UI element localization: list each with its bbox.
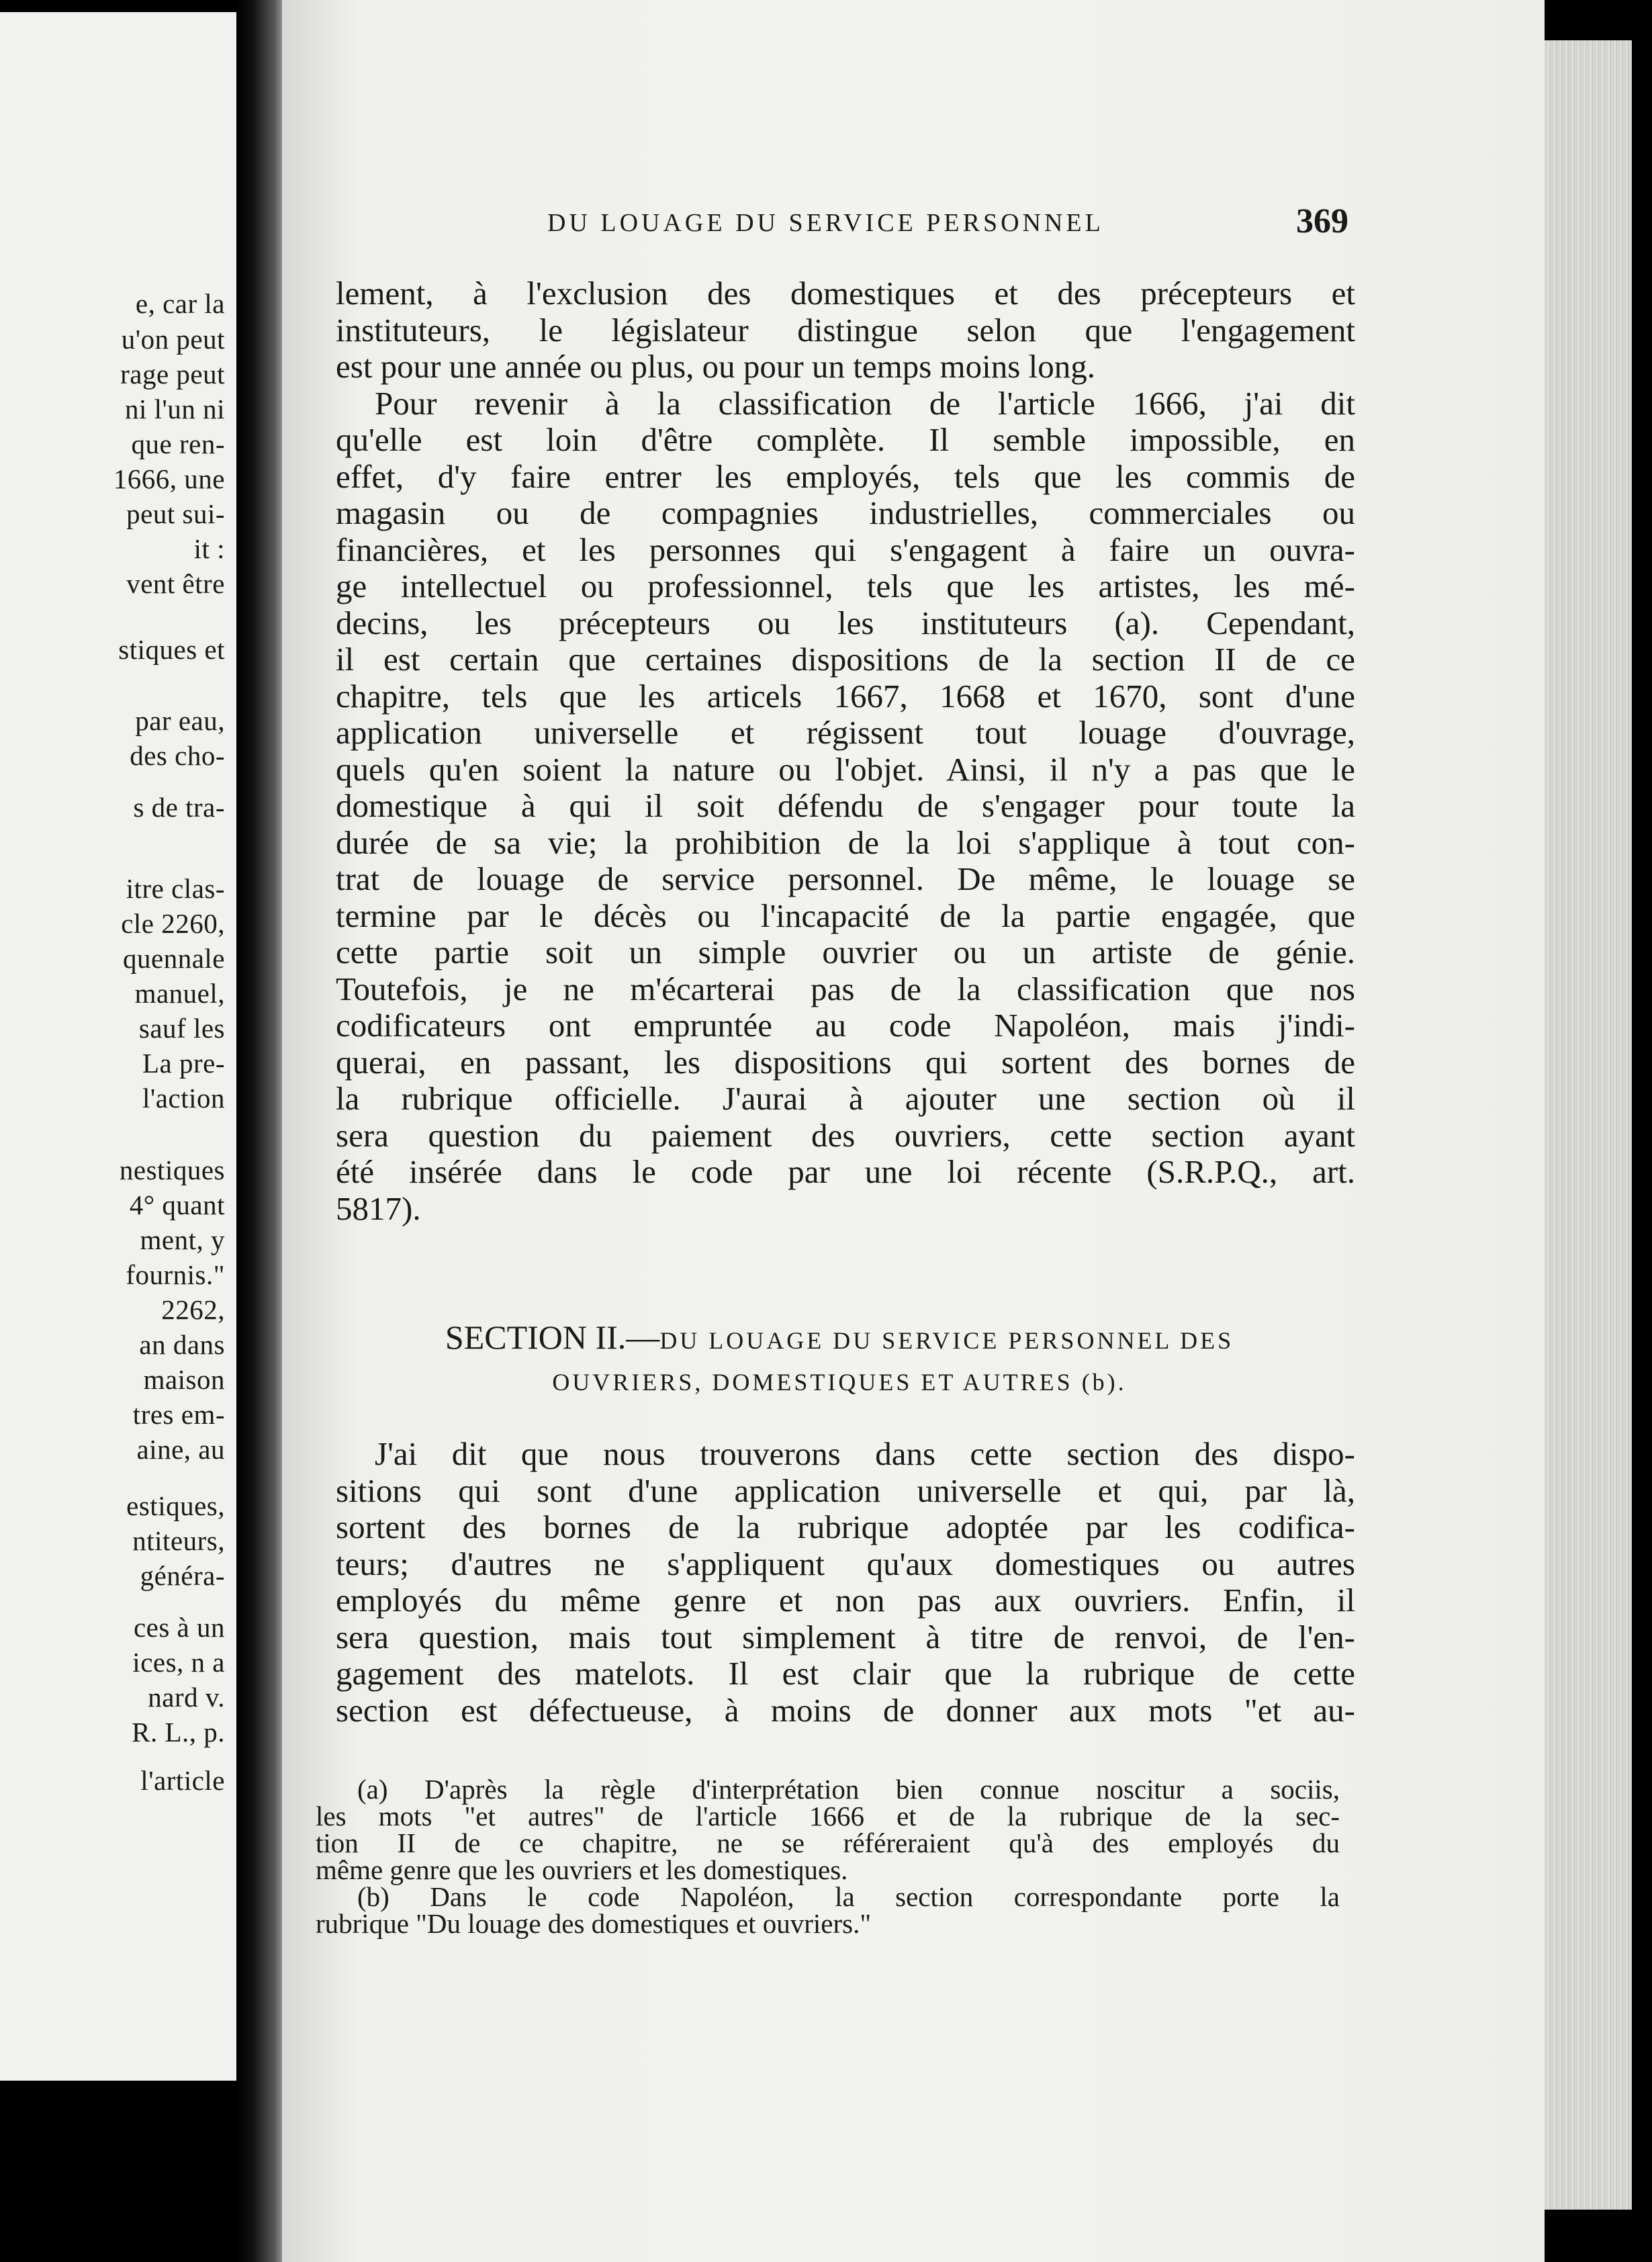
text-line: domestique à qui il soit défendu de s'engager pour toute la xyxy=(336,787,1355,824)
left-page-line: it : xyxy=(193,533,225,564)
text-line: effet, d'y faire entrer les employés, tels que les commis de xyxy=(336,457,1355,495)
left-page-line: généra- xyxy=(140,1560,225,1591)
section-number: SECTION II.— xyxy=(445,1318,660,1356)
text-line: Pour revenir à la classification de l'article 1666, j'ai dit xyxy=(375,384,1355,422)
left-page-line: nestiques xyxy=(119,1155,225,1185)
left-page-line: aine, au xyxy=(136,1434,225,1465)
text-line: termine par le décès ou l'incapacité de la partie engagée, que xyxy=(336,897,1355,934)
left-page-line: 4° quant xyxy=(129,1189,225,1220)
footnote-line: (b) Dans le code Napoléon, la section correspondante porte la xyxy=(357,1881,1340,1912)
footnote-line: les mots "et autres" de l'article 1666 et de la rubrique de la sec- xyxy=(316,1801,1340,1831)
text-line: sitions qui sont d'une application universelle et qui, par là, xyxy=(336,1472,1355,1509)
text-line: section est défectueuse, à moins de donner aux mots "et au- xyxy=(336,1691,1355,1729)
left-page-line: manuel, xyxy=(134,978,225,1009)
text-line: il est certain que certaines dispositions de la section II de ce xyxy=(336,641,1355,678)
footnote-line: rubrique "Du louage des domestiques et ouvriers." xyxy=(316,1908,872,1939)
page-edge-shadow xyxy=(1632,0,1652,2262)
text-line: instituteurs, le législateur distingue selon que l'engagement xyxy=(336,311,1355,349)
text-line: decins, les précepteurs ou les instituteurs (a). Cependant, xyxy=(336,604,1355,641)
left-page-line: La pre- xyxy=(142,1048,225,1079)
text-line: sortent des bornes de la rubrique adoptée par les codifica- xyxy=(336,1508,1355,1545)
text-line: lement, à l'exclusion des domestiques et des précepteurs et xyxy=(336,275,1355,312)
left-page-line: des cho- xyxy=(130,740,225,771)
left-page-line: ni l'un ni xyxy=(124,394,225,424)
text-line: ge intellectuel ou professionnel, tels que les artistes, les mé- xyxy=(336,568,1355,604)
text-line: Toutefois, je ne m'écarterai pas de la classification que nos xyxy=(336,970,1355,1007)
left-page-line: itre clas- xyxy=(126,873,225,904)
page-edges xyxy=(1545,40,1632,2210)
left-page-line: stiques et xyxy=(118,634,225,665)
left-page-line: que ren- xyxy=(131,428,225,459)
section-heading xyxy=(363,1316,1316,1403)
left-page-line: l'action xyxy=(142,1083,225,1114)
text-line: teurs; d'autres ne s'appliquent qu'aux domestiques ou autres xyxy=(336,1545,1355,1582)
left-page-line: peut sui- xyxy=(126,498,225,529)
body-text-bottom xyxy=(336,1436,1355,1729)
footnotes xyxy=(316,1776,1340,1937)
section-title-line2: OUVRIERS, DOMESTIQUES ET AUTRES (b). xyxy=(552,1369,1127,1396)
left-page-line: cle 2260, xyxy=(121,908,225,939)
section-title-line1: DU LOUAGE DU SERVICE PERSONNEL DES xyxy=(659,1327,1234,1354)
text-line: quels qu'en soient la nature ou l'objet. Ainsi, il n'y a pas que le xyxy=(336,750,1355,788)
text-line: est pour une année ou plus, ou pour un temps moins long. xyxy=(336,348,1095,385)
text-line: chapitre, tels que les articels 1667, 1668 et 1670, sont d'une xyxy=(336,677,1355,715)
page-number: 369 xyxy=(1296,202,1348,240)
left-page-line: ntiteurs, xyxy=(132,1525,225,1556)
left-page-line: l'article xyxy=(140,1765,225,1796)
left-page-line: estiques, xyxy=(126,1490,225,1521)
left-page-line: nard v. xyxy=(148,1682,225,1713)
left-page-line: quennale xyxy=(123,943,225,974)
text-line: financières, et les personnes qui s'engagent à faire un ouvra- xyxy=(336,531,1355,568)
text-line: qu'elle est loin d'être complète. Il semble impossible, en xyxy=(336,421,1355,458)
text-line: querai, en passant, les dispositions qui sortent des bornes de xyxy=(336,1043,1355,1081)
text-line: J'ai dit que nous trouverons dans cette section des dispo- xyxy=(375,1435,1355,1472)
text-line: été insérée dans le code par une loi récente (S.R.P.Q., art. xyxy=(336,1153,1355,1190)
text-line: codificateurs ont empruntée au code Napoléon, mais j'indi- xyxy=(336,1007,1355,1044)
left-page-line: ment, y xyxy=(140,1224,225,1255)
text-line: durée de sa vie; la prohibition de la loi s'applique à tout con- xyxy=(336,823,1355,861)
left-page-line: u'on peut xyxy=(121,324,225,355)
left-page-line: ices, n a xyxy=(132,1647,225,1678)
left-page-line: maison xyxy=(143,1364,225,1395)
left-page-line: ces à un xyxy=(133,1612,225,1643)
text-line: application universelle et régissent tout louage d'ouvrage, xyxy=(336,714,1355,751)
left-page-line: sauf les xyxy=(138,1013,225,1044)
left-page-line: s de tra- xyxy=(133,792,225,823)
text-line: cette partie soit un simple ouvrier ou un artiste de génie. xyxy=(336,934,1355,970)
body-text-top xyxy=(336,275,1355,1227)
text-line: 5817). xyxy=(336,1189,421,1227)
left-page-line: 2262, xyxy=(161,1294,225,1325)
text-line: magasin ou de compagnies industrielles, commerciales ou xyxy=(336,494,1355,531)
facing-left-page xyxy=(0,12,236,2081)
left-page-line: an dans xyxy=(139,1329,225,1360)
footnote-line: (a) D'après la règle d'interprétation bien connue noscitur a sociis, xyxy=(357,1774,1340,1805)
footnote-line: même genre que les ouvriers et les domestiques. xyxy=(316,1854,848,1885)
text-line: gagement des matelots. Il est clair que la rubrique de cette xyxy=(336,1655,1355,1692)
text-line: sera question, mais tout simplement à titre de renvoi, de l'en- xyxy=(336,1618,1355,1656)
left-page-line: par eau, xyxy=(135,705,225,736)
text-line: employés du même genre et non pas aux ouvriers. Enfin, il xyxy=(336,1582,1355,1619)
running-head: DU LOUAGE DU SERVICE PERSONNEL xyxy=(547,209,1104,237)
left-page-line: e, car la xyxy=(135,288,225,319)
left-page-line: vent être xyxy=(126,568,225,599)
text-line: sera question du paiement des ouvriers, cette section ayant xyxy=(336,1116,1355,1154)
left-page-line: 1666, une xyxy=(113,463,225,494)
text-line: la rubrique officielle. J'aurai à ajouter une section où il xyxy=(336,1080,1355,1117)
left-page-line: rage peut xyxy=(120,359,225,390)
left-page-line: fournis." xyxy=(126,1259,225,1290)
footnote-line: tion II de ce chapitre, ne se référeraient qu'à des employés du xyxy=(316,1827,1340,1858)
left-page-line: R. L., p. xyxy=(132,1717,225,1748)
left-page-line: tres em- xyxy=(132,1399,225,1430)
text-line: trat de louage de service personnel. De même, le louage se xyxy=(336,860,1355,897)
